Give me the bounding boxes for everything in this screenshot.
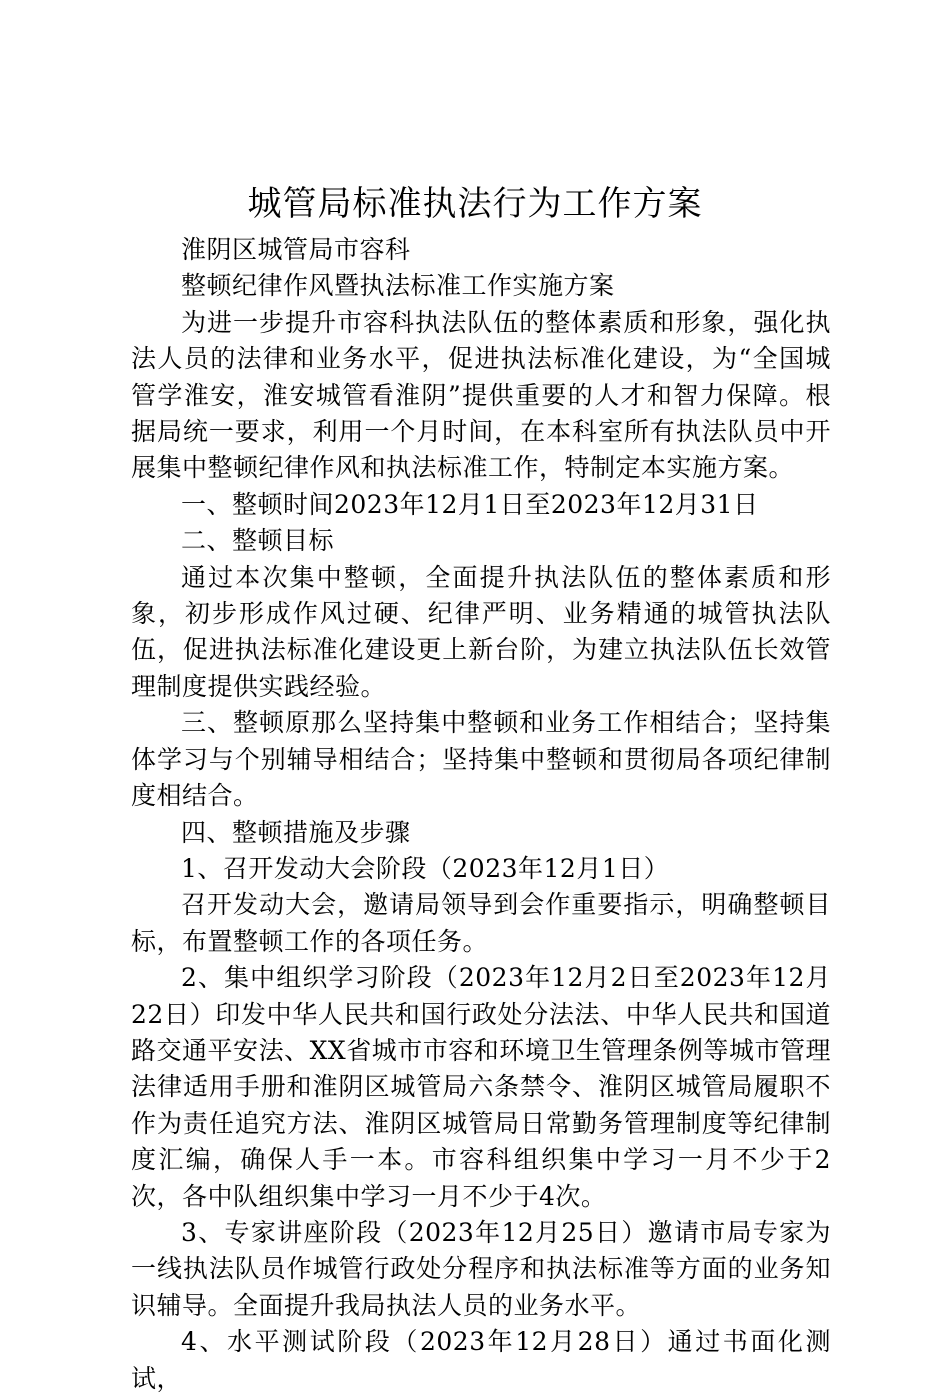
- paragraph-section-goal: 通过本次集中整顿，全面提升执法队伍的整体素质和形象，初步形成作风过硬、纪律严明、业务精通的城管执法队伍，促进执法标准化建设更上新台阶，为建立执法队伍长效管理制度提供实践经验。: [131, 562, 831, 701]
- paragraph-department: 淮阴区城管局市容科: [181, 235, 411, 264]
- document-body: [131, 232, 831, 1397]
- paragraph-step-1: 召开发动大会，邀请局领导到会作重要指示，明确整顿目标，布置整顿工作的各项任务。: [131, 890, 831, 956]
- paragraph-section-principles: 三、整顿原那么坚持集中整顿和业务工作相结合；坚持集体学习与个别辅导相结合；坚持集中整顿和贯彻局各项纪律制度相结合。: [131, 708, 831, 811]
- paragraph-step-4: 4、水平测试阶段（2023年12月28日）通过书面化测试，: [131, 1327, 831, 1393]
- paragraph-step-1-heading: 1、召开发动大会阶段（2023年12月1日）: [181, 853, 670, 883]
- paragraph-subtitle: 整顿纪律作风暨执法标准工作实施方案: [181, 271, 615, 301]
- paragraph-section-time: 一、整顿时间2023年12月1日至2023年12月31日: [181, 489, 759, 519]
- paragraph-intro: 为进一步提升市容科执法队伍的整体素质和形象，强化执法人员的法律和业务水平，促进执法标准化建设，为“全国城管学淮安，淮安城管看淮阴”提供重要的人才和智力保障。根据局统一要求，利用一个月时间，在本科室所有执法队员中开展集中整顿纪律作风和执法标准工作，特制定本实施方案。: [131, 307, 831, 483]
- paragraph-step-3: 3、专家讲座阶段（2023年12月25日）邀请市局专家为一线执法队员作城管行政处分程序和执法标准等方面的业务知识辅导。全面提升我局执法人员的业务水平。: [131, 1217, 831, 1320]
- paragraph-section-goal-heading: 二、整顿目标: [181, 526, 335, 556]
- paragraph-section-measures-heading: 四、整顿措施及步骤: [181, 817, 411, 847]
- document-title: 城管局标准执法行为工作方案: [247, 184, 703, 224]
- paragraph-step-2: 2、集中组织学习阶段（2023年12月2日至2023年12月22日）印发中华人民共和国行政处分法法、中华人民共和国道路交通平安法、XX省城市市容和环境卫生管理条例等城市管理法律适用手册和淮阴区城管局六条禁令、淮阴区城管局履职不作为责任追究方法、淮阴区城管局日常勤务管理制度等纪律制度汇编，确保人手一本。市容科组织集中学习一月不少于2次，各中队组织集中学习一月不少于4次。: [131, 963, 831, 1211]
